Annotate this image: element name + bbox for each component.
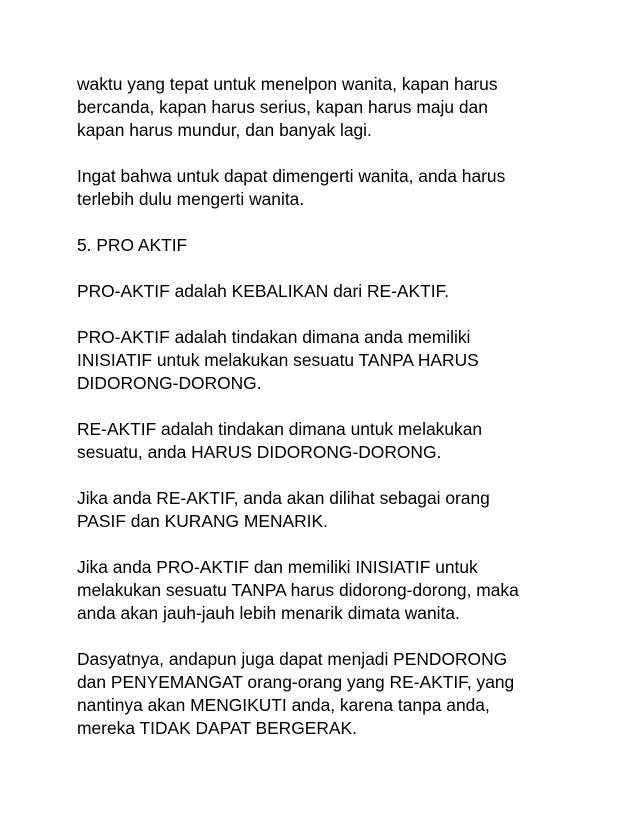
section-heading-text: 5. PRO AKTIF <box>77 235 188 255</box>
text-line: mereka TIDAK DAPAT BERGERAK. <box>77 718 357 738</box>
text-line: Ingat bahwa untuk dapat dimengerti wanita, anda harus <box>77 166 506 186</box>
paragraph-proaktif-result <box>77 556 577 625</box>
text-line: kapan harus mundur, dan banyak lagi. <box>77 120 372 140</box>
text-line: bercanda, kapan harus serius, kapan harus maju dan <box>77 97 488 117</box>
paragraph-reaktif-result <box>77 487 577 533</box>
text-line: sesuatu, anda HARUS DIDORONG-DORONG. <box>77 442 442 462</box>
text-line: DIDORONG-DORONG. <box>77 373 262 393</box>
paragraph-understand <box>77 165 577 211</box>
text-line: anda akan jauh-jauh lebih menarik dimata wanita. <box>77 603 460 623</box>
text-line: PASIF dan KURANG MENARIK. <box>77 511 328 531</box>
text-line: Jika anda PRO-AKTIF dan memiliki INISIATIF untuk <box>77 557 478 577</box>
text-line: dan PENYEMANGAT orang-orang yang RE-AKTIF, yang <box>77 672 515 692</box>
text-line: Dasyatnya, andapun juga dapat menjadi PENDORONG <box>77 649 508 669</box>
paragraph-reaktif <box>77 418 577 464</box>
document-body <box>77 73 577 763</box>
text-line: Jika anda RE-AKTIF, anda akan dilihat sebagai orang <box>77 488 490 508</box>
text-line: waktu yang tepat untuk menelpon wanita, kapan harus <box>77 74 498 94</box>
paragraph-proaktif <box>77 326 577 395</box>
text-line: INISIATIF untuk melakukan sesuatu TANPA HARUS <box>77 350 479 370</box>
paragraph-conclusion <box>77 648 577 740</box>
text-line: RE-AKTIF adalah tindakan dimana untuk melakukan <box>77 419 483 439</box>
paragraph-intro-continued <box>77 73 577 142</box>
text-line: terlebih dulu mengerti wanita. <box>77 189 305 209</box>
text-line: PRO-AKTIF adalah tindakan dimana anda memiliki <box>77 327 471 347</box>
section-heading <box>77 234 577 257</box>
text-line: nantinya akan MENGIKUTI anda, karena tanpa anda, <box>77 695 490 715</box>
text-line: PRO-AKTIF adalah KEBALIKAN dari RE-AKTIF. <box>77 281 450 301</box>
text-line: melakukan sesuatu TANPA harus didorong-dorong, maka <box>77 580 519 600</box>
paragraph-definition <box>77 280 577 303</box>
